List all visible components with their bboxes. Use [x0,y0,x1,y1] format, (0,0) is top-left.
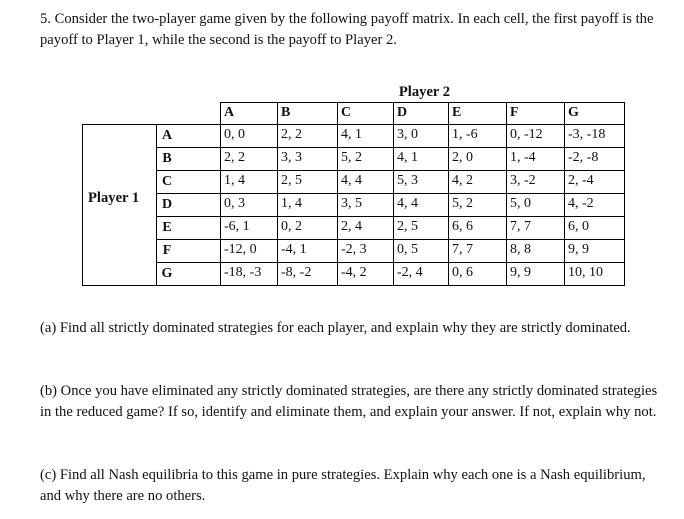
question-intro: 5. Consider the two-player game given by the following payoff matrix. In each cell, the first payoff is the payoff to Player 1, while the second is the payoff to Player 2. [40,11,654,48]
row-header: E [162,220,172,235]
payoff-cell: 5, 3 [397,173,418,188]
payoff-cell: -18, -3 [224,265,262,280]
payoff-cell: 2, 2 [281,127,302,142]
payoff-cell: -2, -8 [568,150,599,165]
grid-line [82,124,624,125]
payoff-cell: 2, 4 [341,219,362,234]
grid-line [220,102,221,286]
grid-line [82,285,624,286]
payoff-cell: 1, 4 [224,173,245,188]
column-header: F [510,105,519,120]
grid-line [82,124,83,285]
payoff-cell: -3, -18 [568,127,606,142]
payoff-cell: 2, 5 [281,173,302,188]
grid-line [564,102,565,286]
payoff-cell: 0, 5 [397,242,418,257]
grid-line [624,102,625,286]
payoff-cell: -4, 2 [341,265,367,280]
question-part-b: (b) Once you have eliminated any strictly dominated strategies, are there any strictly dominated strategies in the reduced game? If so, identify and eliminate them, and explain your answer. If not, explain why not. [40,383,658,420]
payoff-cell: -4, 1 [281,242,307,257]
payoff-cell: 4, 1 [397,150,418,165]
payoff-cell: 10, 10 [568,265,603,280]
column-header: E [452,105,462,120]
grid-line [156,216,624,217]
payoff-cell: 7, 7 [452,242,473,257]
payoff-cell: 5, 0 [510,196,531,211]
row-header: F [162,243,172,258]
grid-line [393,102,394,286]
payoff-cell: 4, 4 [341,173,362,188]
payoff-cell: 9, 9 [510,265,531,280]
question-part-a: (a) Find all strictly dominated strategies for each player, and explain why they are strictly dominated. [40,320,631,336]
payoff-cell: -2, 3 [341,242,367,257]
payoff-cell: 1, 4 [281,196,302,211]
payoff-cell: 3, 3 [281,150,302,165]
grid-line [156,124,157,285]
grid-line [506,102,507,286]
payoff-cell: -6, 1 [224,219,250,234]
payoff-cell: 0, 6 [452,265,473,280]
grid-line [156,147,624,148]
payoff-cell: 1, -6 [452,127,478,142]
column-header: C [341,105,352,120]
payoff-cell: 3, -2 [510,173,536,188]
payoff-cell: 5, 2 [341,150,362,165]
grid-line [156,262,624,263]
column-header: D [397,105,408,120]
player1-label: Player 1 [88,190,140,206]
payoff-cell: 8, 8 [510,242,531,257]
row-header: G [161,266,173,281]
grid-line [277,102,278,286]
grid-line [337,102,338,286]
payoff-cell: 4, -2 [568,196,594,211]
payoff-cell: 0, -12 [510,127,543,142]
row-header: B [162,151,172,166]
grid-line [156,193,624,194]
payoff-cell: 0, 3 [224,196,245,211]
column-header: B [281,105,291,120]
row-header: A [161,128,173,143]
row-header: C [161,174,173,189]
grid-line [156,170,624,171]
payoff-cell: 2, 0 [452,150,473,165]
payoff-cell: 5, 2 [452,196,473,211]
grid-line [448,102,449,286]
payoff-cell: 4, 4 [397,196,418,211]
payoff-cell: 2, 2 [224,150,245,165]
column-header: A [224,105,235,120]
payoff-cell: 0, 2 [281,219,302,234]
payoff-matrix [82,84,642,284]
payoff-cell: 0, 0 [224,127,245,142]
payoff-cell: 2, 5 [397,219,418,234]
payoff-cell: 2, -4 [568,173,594,188]
payoff-cell: 7, 7 [510,219,531,234]
payoff-cell: 6, 6 [452,219,473,234]
payoff-cell: -12, 0 [224,242,257,257]
payoff-cell: -8, -2 [281,265,312,280]
question-part-c: (c) Find all Nash equilibria to this game in pure strategies. Explain why each one is a Nash equilibrium, and why there are no others. [40,467,646,504]
payoff-cell: 3, 5 [341,196,362,211]
column-header: G [568,105,579,120]
payoff-cell: 1, -4 [510,150,536,165]
player2-label: Player 2 [398,84,451,100]
payoff-cell: 3, 0 [397,127,418,142]
payoff-cell: 4, 2 [452,173,473,188]
payoff-cell: 9, 9 [568,242,589,257]
payoff-cell: 6, 0 [568,219,589,234]
payoff-cell: 4, 1 [341,127,362,142]
payoff-cell: -2, 4 [397,265,423,280]
grid-line [156,239,624,240]
row-header: D [161,197,173,212]
